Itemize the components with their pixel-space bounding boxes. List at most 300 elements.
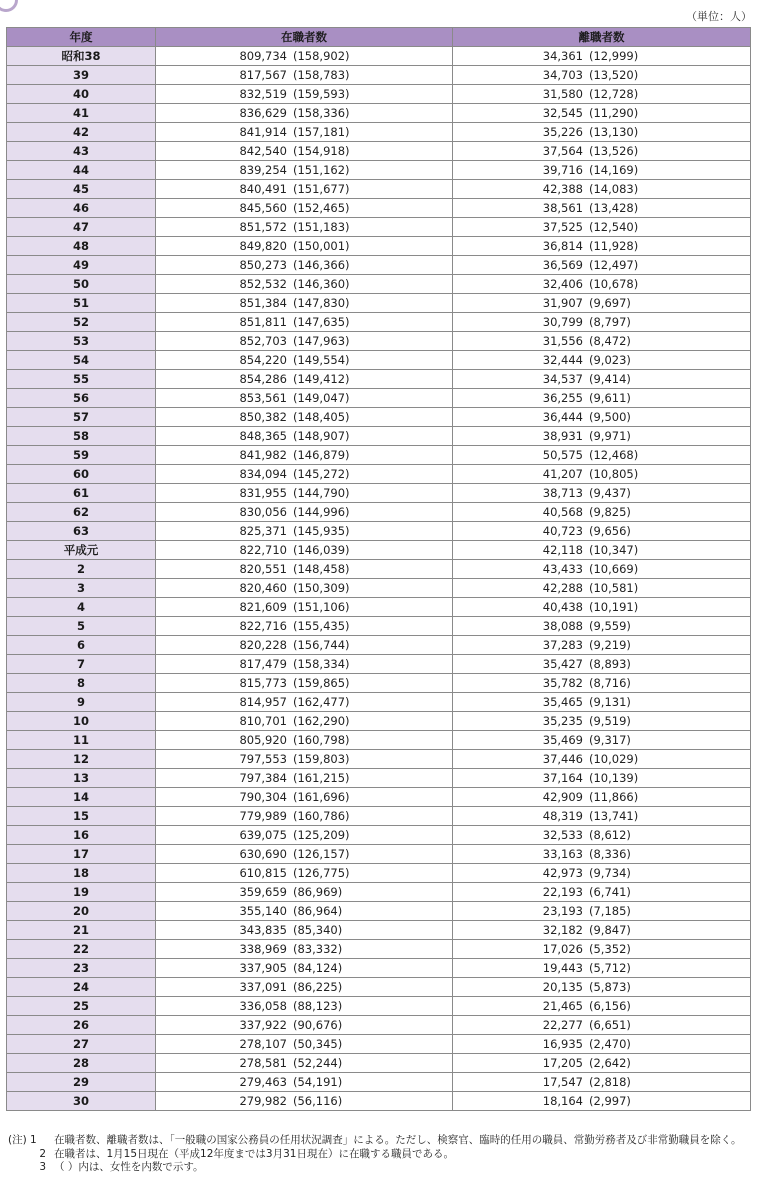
employees-cell <box>156 560 453 579</box>
fiscal-year-cell: 41 <box>7 104 156 123</box>
employees-cell-women: (160,798) <box>293 733 350 747</box>
employees-cell-total: 834,094 <box>239 467 287 481</box>
employees-cell-women: (151,677) <box>293 182 350 196</box>
employees-cell <box>156 503 453 522</box>
employees-cell <box>156 750 453 769</box>
employees-cell <box>156 978 453 997</box>
separations-cell-total: 17,205 <box>542 1056 583 1070</box>
table-row <box>7 674 751 693</box>
fiscal-year-cell: 40 <box>7 85 156 104</box>
employees-cell <box>156 1016 453 1035</box>
fiscal-year-cell: 23 <box>7 959 156 978</box>
employees-cell <box>156 313 453 332</box>
fiscal-year-cell: 9 <box>7 693 156 712</box>
separations-cell-women: (13,526) <box>589 144 639 158</box>
employees-cell-women: (148,458) <box>293 562 350 576</box>
separations-cell-total: 30,799 <box>542 315 583 329</box>
employees-cell <box>156 123 453 142</box>
separations-cell <box>453 332 751 351</box>
employees-cell <box>156 598 453 617</box>
note-marker: (注) 1 <box>8 1134 37 1146</box>
fiscal-year-cell: 12 <box>7 750 156 769</box>
employees-cell <box>156 389 453 408</box>
table-row <box>7 47 751 66</box>
employees-cell <box>156 921 453 940</box>
employees-cell-women: (54,191) <box>293 1075 343 1089</box>
employees-cell <box>156 47 453 66</box>
table-row <box>7 579 751 598</box>
employees-cell-women: (159,803) <box>293 752 350 766</box>
employees-cell <box>156 997 453 1016</box>
separations-cell <box>453 712 751 731</box>
employees-cell-total: 343,835 <box>239 923 287 937</box>
employees-cell <box>156 275 453 294</box>
employees-cell <box>156 1092 453 1111</box>
separations-cell-total: 32,406 <box>542 277 583 291</box>
employees-cell <box>156 636 453 655</box>
employees-cell-women: (144,996) <box>293 505 350 519</box>
separations-cell-total: 36,569 <box>542 258 583 272</box>
separations-cell-women: (5,712) <box>589 961 631 975</box>
table-row <box>7 66 751 85</box>
employees-cell-total: 639,075 <box>239 828 287 842</box>
footnotes <box>8 1134 752 1175</box>
separations-cell <box>453 427 751 446</box>
employees-cell <box>156 218 453 237</box>
separations-cell <box>453 294 751 313</box>
employees-cell-total: 797,553 <box>239 752 287 766</box>
table-row <box>7 427 751 446</box>
separations-cell-total: 31,556 <box>542 334 583 348</box>
employees-cell-women: (162,290) <box>293 714 350 728</box>
separations-cell-total: 37,525 <box>542 220 583 234</box>
employees-cell <box>156 237 453 256</box>
employees-cell-women: (147,635) <box>293 315 350 329</box>
table-row <box>7 750 751 769</box>
employees-cell-women: (157,181) <box>293 125 350 139</box>
separations-cell-total: 36,814 <box>542 239 583 253</box>
employees-cell-total: 832,519 <box>239 87 287 101</box>
separations-cell-total: 23,193 <box>542 904 583 918</box>
separations-cell-women: (10,678) <box>589 277 639 291</box>
employees-cell <box>156 465 453 484</box>
separations-cell <box>453 560 751 579</box>
separations-cell-total: 32,533 <box>542 828 583 842</box>
fiscal-year-cell: 55 <box>7 370 156 389</box>
employees-cell-total: 849,820 <box>239 239 287 253</box>
table-row <box>7 807 751 826</box>
separations-cell-total: 37,564 <box>542 144 583 158</box>
employees-cell-total: 854,286 <box>239 372 287 386</box>
table-row <box>7 484 751 503</box>
employees-cell-total: 825,371 <box>239 524 287 538</box>
separations-cell-women: (9,414) <box>589 372 631 386</box>
fiscal-year-cell: 50 <box>7 275 156 294</box>
employees-cell <box>156 674 453 693</box>
separations-cell-women: (6,651) <box>589 1018 631 1032</box>
separations-cell <box>453 66 751 85</box>
fiscal-year-cell: 45 <box>7 180 156 199</box>
separations-cell-women: (12,468) <box>589 448 639 462</box>
employees-cell-women: (148,907) <box>293 429 350 443</box>
note-3 <box>8 1161 752 1175</box>
fiscal-year-cell: 48 <box>7 237 156 256</box>
table-row <box>7 997 751 1016</box>
separations-cell-total: 37,283 <box>542 638 583 652</box>
separations-cell <box>453 598 751 617</box>
employees-cell <box>156 522 453 541</box>
employees-cell <box>156 864 453 883</box>
employees-cell <box>156 351 453 370</box>
fiscal-year-cell: 52 <box>7 313 156 332</box>
separations-cell <box>453 237 751 256</box>
separations-cell-total: 35,782 <box>542 676 583 690</box>
fiscal-year-cell: 58 <box>7 427 156 446</box>
fiscal-year-cell: 5 <box>7 617 156 636</box>
employees-cell-total: 822,716 <box>239 619 287 633</box>
employees-cell-women: (86,225) <box>293 980 343 994</box>
separations-cell-women: (13,741) <box>589 809 639 823</box>
table-row <box>7 693 751 712</box>
employees-cell-women: (159,865) <box>293 676 350 690</box>
fiscal-year-cell: 6 <box>7 636 156 655</box>
fiscal-year-cell: 昭和38 <box>7 47 156 66</box>
separations-cell <box>453 351 751 370</box>
employees-cell-total: 805,920 <box>239 733 287 747</box>
separations-cell-women: (8,716) <box>589 676 631 690</box>
separations-cell-women: (9,971) <box>589 429 631 443</box>
employees-cell-women: (146,360) <box>293 277 350 291</box>
employees-cell-women: (148,405) <box>293 410 350 424</box>
table-row <box>7 636 751 655</box>
fiscal-year-cell: 42 <box>7 123 156 142</box>
fiscal-year-cell: 15 <box>7 807 156 826</box>
employees-cell-women: (50,345) <box>293 1037 343 1051</box>
separations-cell-women: (9,317) <box>589 733 631 747</box>
separations-cell-total: 22,277 <box>542 1018 583 1032</box>
separations-cell-women: (9,847) <box>589 923 631 937</box>
separations-cell-women: (9,734) <box>589 866 631 880</box>
separations-cell <box>453 655 751 674</box>
employees-cell <box>156 484 453 503</box>
note-marker: 3 <box>39 1161 46 1173</box>
fiscal-year-cell: 29 <box>7 1073 156 1092</box>
separations-cell-women: (10,581) <box>589 581 639 595</box>
separations-cell <box>453 484 751 503</box>
unit-label: （単位：人） <box>686 10 752 23</box>
employees-cell-women: (159,593) <box>293 87 350 101</box>
separations-cell-total: 36,444 <box>542 410 583 424</box>
fiscal-year-cell: 54 <box>7 351 156 370</box>
fiscal-year-cell: 22 <box>7 940 156 959</box>
separations-cell-women: (9,219) <box>589 638 631 652</box>
separations-cell-women: (12,497) <box>589 258 639 272</box>
employees-cell <box>156 769 453 788</box>
employee-statistics-table <box>6 27 751 1111</box>
employees-cell-women: (149,554) <box>293 353 350 367</box>
separations-cell-women: (8,336) <box>589 847 631 861</box>
separations-cell-total: 22,193 <box>542 885 583 899</box>
employees-cell-women: (147,830) <box>293 296 350 310</box>
fiscal-year-cell: 59 <box>7 446 156 465</box>
table-row <box>7 503 751 522</box>
separations-cell-total: 38,561 <box>542 201 583 215</box>
separations-cell-women: (11,866) <box>589 790 639 804</box>
employees-cell-women: (150,001) <box>293 239 350 253</box>
separations-cell <box>453 85 751 104</box>
employees-cell-total: 610,815 <box>239 866 287 880</box>
separations-cell-total: 34,537 <box>542 372 583 386</box>
employees-cell-total: 337,922 <box>239 1018 287 1032</box>
separations-cell-women: (9,611) <box>589 391 631 405</box>
table-row <box>7 104 751 123</box>
separations-cell <box>453 750 751 769</box>
employees-cell-total: 337,091 <box>239 980 287 994</box>
separations-cell-women: (9,559) <box>589 619 631 633</box>
separations-cell-total: 19,443 <box>542 961 583 975</box>
separations-cell <box>453 693 751 712</box>
separations-cell-women: (2,818) <box>589 1075 631 1089</box>
separations-cell-women: (8,893) <box>589 657 631 671</box>
separations-cell-women: (9,437) <box>589 486 631 500</box>
employees-cell-total: 854,220 <box>239 353 287 367</box>
table-row <box>7 123 751 142</box>
employees-cell-women: (158,783) <box>293 68 350 82</box>
employees-cell-total: 851,572 <box>239 220 287 234</box>
table-row <box>7 161 751 180</box>
employees-cell <box>156 655 453 674</box>
table-row <box>7 826 751 845</box>
fiscal-year-cell: 4 <box>7 598 156 617</box>
employees-cell-total: 810,701 <box>239 714 287 728</box>
table-row <box>7 655 751 674</box>
table-row <box>7 408 751 427</box>
separations-cell-total: 34,703 <box>542 68 583 82</box>
table-row <box>7 465 751 484</box>
table-row <box>7 370 751 389</box>
separations-cell-women: (9,656) <box>589 524 631 538</box>
separations-cell-total: 40,568 <box>542 505 583 519</box>
employees-cell-total: 840,491 <box>239 182 287 196</box>
employees-cell <box>156 104 453 123</box>
separations-cell-women: (9,500) <box>589 410 631 424</box>
note-text: 在職者数、離職者数は、「一般職の国家公務員の任用状況調査」による。ただし、検察官、臨時的任用の職員、常勤労務者及び非常勤職員を除く。 <box>54 1134 742 1146</box>
table-row <box>7 85 751 104</box>
separations-cell-women: (9,131) <box>589 695 631 709</box>
fiscal-year-cell: 53 <box>7 332 156 351</box>
employees-cell-total: 278,107 <box>239 1037 287 1051</box>
employees-cell-women: (162,477) <box>293 695 350 709</box>
employees-cell-total: 820,551 <box>239 562 287 576</box>
separations-cell-total: 48,319 <box>542 809 583 823</box>
employees-cell <box>156 85 453 104</box>
table-row <box>7 522 751 541</box>
employees-cell-total: 842,540 <box>239 144 287 158</box>
employees-cell-women: (56,116) <box>293 1094 343 1108</box>
separations-cell-total: 34,361 <box>542 49 583 63</box>
table-row <box>7 1073 751 1092</box>
employees-cell-women: (86,964) <box>293 904 343 918</box>
table-row <box>7 864 751 883</box>
separations-cell-total: 32,444 <box>542 353 583 367</box>
separations-cell-total: 42,288 <box>542 581 583 595</box>
separations-cell-women: (10,191) <box>589 600 639 614</box>
note-1 <box>8 1134 752 1148</box>
fiscal-year-cell: 16 <box>7 826 156 845</box>
separations-cell-women: (13,130) <box>589 125 639 139</box>
header-employees: 在職者数 <box>156 28 453 47</box>
separations-cell <box>453 275 751 294</box>
separations-cell-women: (10,805) <box>589 467 639 481</box>
employees-cell <box>156 294 453 313</box>
separations-cell-women: (8,797) <box>589 315 631 329</box>
fiscal-year-cell: 18 <box>7 864 156 883</box>
separations-cell <box>453 104 751 123</box>
employees-cell-total: 338,969 <box>239 942 287 956</box>
separations-cell <box>453 845 751 864</box>
fiscal-year-cell: 26 <box>7 1016 156 1035</box>
separations-cell <box>453 313 751 332</box>
separations-cell <box>453 940 751 959</box>
employees-cell-total: 814,957 <box>239 695 287 709</box>
fiscal-year-cell: 3 <box>7 579 156 598</box>
employees-cell <box>156 427 453 446</box>
employees-cell-women: (126,775) <box>293 866 350 880</box>
employees-cell-total: 790,304 <box>239 790 287 804</box>
fiscal-year-cell: 13 <box>7 769 156 788</box>
employees-cell-total: 355,140 <box>239 904 287 918</box>
employees-cell-total: 817,479 <box>239 657 287 671</box>
header-separations: 離職者数 <box>453 28 751 47</box>
employees-cell <box>156 788 453 807</box>
fiscal-year-cell: 60 <box>7 465 156 484</box>
employees-cell-women: (152,465) <box>293 201 350 215</box>
separations-cell-women: (11,928) <box>589 239 639 253</box>
employees-cell-women: (161,696) <box>293 790 350 804</box>
separations-cell-total: 32,545 <box>542 106 583 120</box>
separations-cell-total: 21,465 <box>542 999 583 1013</box>
fiscal-year-cell: 27 <box>7 1035 156 1054</box>
employees-cell-total: 848,365 <box>239 429 287 443</box>
employees-cell-women: (149,412) <box>293 372 350 386</box>
employees-cell-total: 817,567 <box>239 68 287 82</box>
separations-cell-total: 18,164 <box>542 1094 583 1108</box>
separations-cell-total: 41,207 <box>542 467 583 481</box>
employees-cell <box>156 199 453 218</box>
employees-cell <box>156 959 453 978</box>
separations-cell <box>453 1016 751 1035</box>
employees-cell <box>156 332 453 351</box>
separations-cell <box>453 731 751 750</box>
employees-cell-total: 853,561 <box>239 391 287 405</box>
employees-cell-total: 630,690 <box>239 847 287 861</box>
employees-cell-women: (86,969) <box>293 885 343 899</box>
fiscal-year-cell: 21 <box>7 921 156 940</box>
employees-cell <box>156 940 453 959</box>
corner-decoration <box>0 0 18 12</box>
table-row <box>7 294 751 313</box>
employees-cell <box>156 617 453 636</box>
separations-cell-total: 37,446 <box>542 752 583 766</box>
employees-cell-women: (150,309) <box>293 581 350 595</box>
table-row <box>7 921 751 940</box>
separations-cell <box>453 788 751 807</box>
separations-cell <box>453 617 751 636</box>
fiscal-year-cell: 10 <box>7 712 156 731</box>
separations-cell-total: 38,931 <box>542 429 583 443</box>
table-row <box>7 256 751 275</box>
header-fiscal-year: 年度 <box>7 28 156 47</box>
fiscal-year-cell: 2 <box>7 560 156 579</box>
separations-cell-women: (12,540) <box>589 220 639 234</box>
employees-cell-women: (160,786) <box>293 809 350 823</box>
table-row <box>7 332 751 351</box>
table-row <box>7 313 751 332</box>
table-row <box>7 199 751 218</box>
employees-cell-women: (147,963) <box>293 334 350 348</box>
separations-cell-women: (8,612) <box>589 828 631 842</box>
separations-cell-total: 38,088 <box>542 619 583 633</box>
employees-cell-total: 822,710 <box>239 543 287 557</box>
employees-cell-women: (155,435) <box>293 619 350 633</box>
employees-cell <box>156 902 453 921</box>
table-row <box>7 541 751 560</box>
separations-cell-women: (12,999) <box>589 49 639 63</box>
employees-cell-total: 337,905 <box>239 961 287 975</box>
employees-cell <box>156 256 453 275</box>
employees-cell-total: 831,955 <box>239 486 287 500</box>
separations-cell <box>453 959 751 978</box>
employees-cell-women: (146,039) <box>293 543 350 557</box>
employees-cell-women: (161,215) <box>293 771 350 785</box>
separations-cell <box>453 864 751 883</box>
table-row <box>7 845 751 864</box>
separations-cell-women: (9,519) <box>589 714 631 728</box>
separations-cell-total: 17,026 <box>542 942 583 956</box>
fiscal-year-cell: 19 <box>7 883 156 902</box>
employees-cell-total: 830,056 <box>239 505 287 519</box>
separations-cell <box>453 1054 751 1073</box>
separations-cell-women: (2,470) <box>589 1037 631 1051</box>
employees-cell-women: (85,340) <box>293 923 343 937</box>
separations-cell-total: 37,164 <box>542 771 583 785</box>
table-row <box>7 218 751 237</box>
employees-cell <box>156 142 453 161</box>
separations-cell-women: (11,290) <box>589 106 639 120</box>
table-row <box>7 731 751 750</box>
employees-cell-total: 279,982 <box>239 1094 287 1108</box>
employees-cell <box>156 180 453 199</box>
separations-cell-women: (9,825) <box>589 505 631 519</box>
separations-cell-women: (9,697) <box>589 296 631 310</box>
table-row <box>7 978 751 997</box>
separations-cell-total: 40,438 <box>542 600 583 614</box>
separations-cell <box>453 522 751 541</box>
employees-cell-total: 850,382 <box>239 410 287 424</box>
employees-cell-women: (151,183) <box>293 220 350 234</box>
fiscal-year-cell: 46 <box>7 199 156 218</box>
separations-cell-women: (9,023) <box>589 353 631 367</box>
separations-cell-women: (13,428) <box>589 201 639 215</box>
separations-cell <box>453 218 751 237</box>
separations-cell-total: 33,163 <box>542 847 583 861</box>
employees-cell-women: (154,918) <box>293 144 350 158</box>
employees-cell <box>156 579 453 598</box>
table-row <box>7 959 751 978</box>
fiscal-year-cell: 平成元 <box>7 541 156 560</box>
separations-cell-women: (10,347) <box>589 543 639 557</box>
employees-cell-total: 797,384 <box>239 771 287 785</box>
